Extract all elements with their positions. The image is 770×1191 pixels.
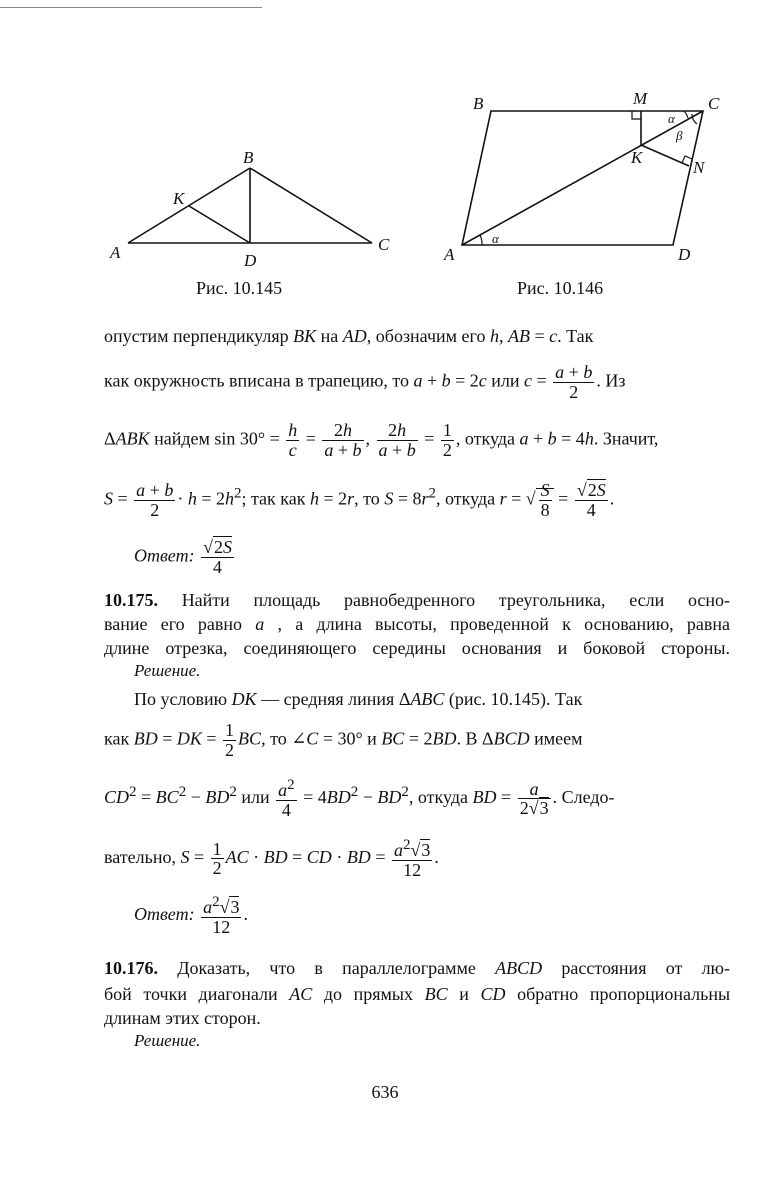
problem-10-175-line-2: вание его равно a , а длина высоты, проведенной к основанию, равна [104, 614, 730, 634]
text-line-3: ΔABK найдем sin 30° = $\frac{h}{c}$ = $\frac{2h}{a + b}$ , $\frac{2h}{a + b}$ = $\frac{1}{2}$ , откуда a + b = 4h. Значит, [104, 420, 659, 460]
fig146-label-n: N [693, 158, 705, 177]
problem-10-176-line-3: длинам этих сторон. [104, 1008, 261, 1028]
right-angle-n [682, 156, 692, 163]
fig145-label-b: B [243, 148, 254, 167]
solution-line-4: вательно, S = $\frac{1}{2}$ AC · BD = CD · BD = $\frac{a^2√3}{12}$ . [104, 837, 439, 880]
page-number: 636 [371, 1082, 399, 1102]
answer-2: Ответ: $\frac{a^2√3}{12}$ . [134, 894, 248, 937]
problem-10-175-line-1: 10.175. Найти площадь равнобедренного треугольника, если осно- [104, 590, 731, 610]
answer-1: Ответ: $\frac{√2S}{4}$ [134, 537, 232, 577]
segment-bc [250, 168, 372, 243]
fig145-label-c: C [378, 235, 390, 254]
solution-line-1: По условию DK — средняя линия ΔABC (рис. 10.145). Так [134, 689, 583, 709]
fig145-label-d: D [244, 251, 257, 270]
text-line-1: опустим перпендикуляр BK на AD, обозначим его h, AB = c. Так [104, 326, 594, 346]
figure-10-146 [462, 111, 703, 245]
figure-10-145 [128, 168, 372, 243]
fig146-label-beta: β [676, 128, 683, 143]
fig146-label-m: M [633, 89, 648, 108]
fig146-label-a: A [444, 245, 455, 264]
text-line-4: S = $\frac{a + b}{2}$ · $h = 2h^2$; так как h = 2r, то $S = 8r^2$, откуда r = √ $\frac{S}{8}$ = $\frac{√2S}{4}$ . [104, 480, 615, 520]
fig146-label-k: K [631, 148, 643, 167]
problem-10-176-line-2: бой точки диагонали AC до прямых BC и CD обратно пропорциональны [104, 984, 731, 1004]
text-line-2: как окружность вписана в трапецию, то a + b = 2c или c = $\frac{a + b}{2}$ . Из [104, 362, 626, 402]
solution-line-2: как BD = DK = $\frac{1}{2}$ BC, то ∠C = 30° и BC = 2BD. В ΔBCD имеем [104, 720, 583, 760]
problem-10-176-line-1: 10.176. Доказать, что в параллелограмме ABCD расстояния от лю- [104, 958, 730, 978]
fig146-label-c: C [708, 94, 720, 113]
right-angle-m [632, 111, 641, 119]
fig146-label-alpha: α [668, 111, 675, 126]
fig146-label-a-angle: α [492, 231, 499, 246]
fig145-label-k: K [173, 189, 185, 208]
fig146-caption: Рис. 10.146 [517, 278, 604, 298]
diagonal-ac [462, 111, 703, 245]
fig145-caption: Рис. 10.145 [196, 278, 283, 298]
solution-label-2: Решение. [134, 1031, 201, 1050]
angle-arc-a [480, 235, 482, 245]
solution-line-3: $CD^2 = BC^2 - BD^2$ или $\frac{a^2}{4}$ = $4BD^2 - BD^2$, откуда BD = $\frac{a}{2√3}$ . Следо- [104, 777, 615, 820]
solution-label-1: Решение. [134, 661, 201, 680]
figures [0, 0, 770, 310]
angle-arc-alpha [684, 111, 688, 118]
fig145-label-a: A [110, 243, 121, 262]
fig146-label-b: B [473, 94, 484, 113]
problem-10-175-line-3: длине отрезка, соединяющего середины основания и боковой стороны. [104, 638, 730, 658]
segment-kd [189, 206, 250, 243]
fig146-label-d: D [678, 245, 691, 264]
